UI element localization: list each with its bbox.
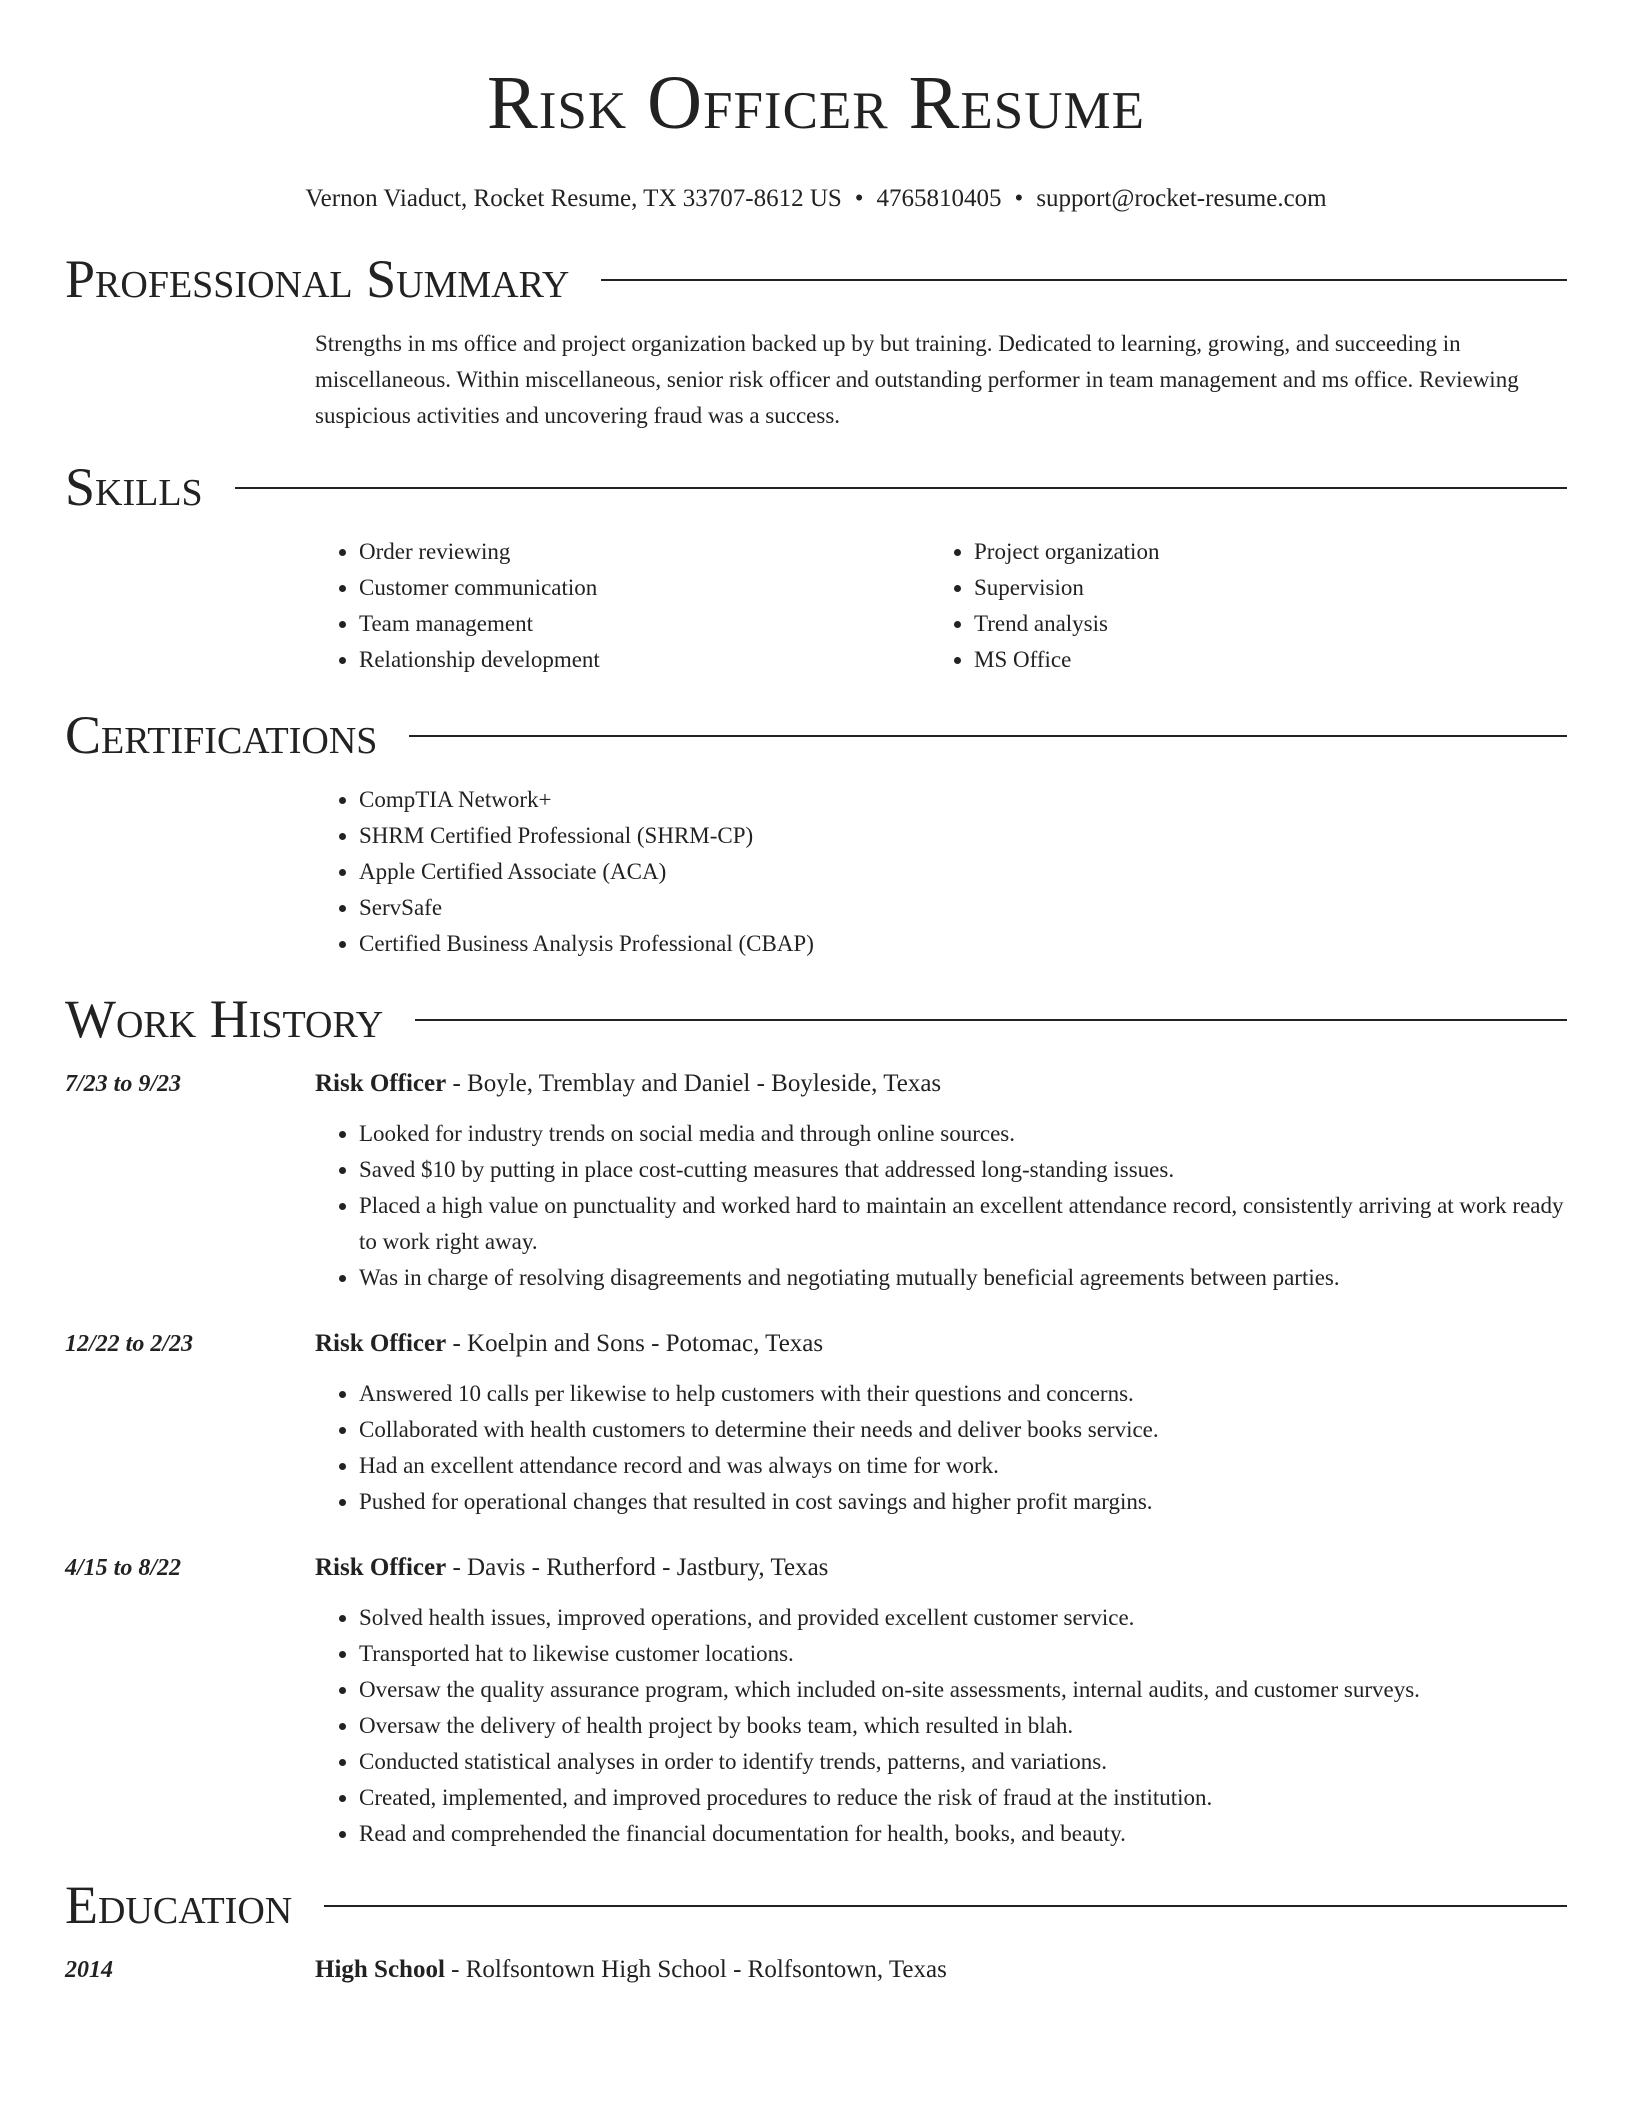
job-date: 7/23 to 9/23 [65, 1071, 182, 1097]
work-section-title: Work History [65, 989, 384, 1049]
contact-email: support@rocket-resume.com [1036, 185, 1327, 212]
skills-list-left [315, 534, 930, 678]
section-divider [235, 487, 1567, 489]
job-body [315, 1550, 1567, 1852]
job-duty: • Had an excellent attendance record and was always on time for work. [359, 1448, 1567, 1484]
certifications-section-title: Certifications [65, 705, 378, 765]
resume-title: Risk Officer Resume [487, 61, 1145, 145]
job-heading [315, 1550, 1567, 1586]
certification-item: • Certified Business Analysis Professional (CBAP) [359, 926, 1567, 962]
skill-item: • Supervision [974, 570, 1545, 606]
contact-phone: 4765810405 [876, 185, 1002, 212]
job-duty: • Was in charge of resolving disagreements and negotiating mutually beneficial agreements between parties. [359, 1260, 1567, 1296]
job-body [315, 1326, 1567, 1520]
education-body [315, 1952, 1567, 1988]
job-duty: • Solved health issues, improved operations, and provided excellent customer service. [359, 1600, 1567, 1636]
education-institution: - Rolfsontown High School - Rolfsontown, Texas [444, 1956, 947, 1983]
job-date: 4/15 to 8/22 [65, 1555, 182, 1581]
skill-item: • Relationship development [359, 642, 930, 678]
contact-line [65, 184, 1567, 214]
certifications-block [315, 782, 1567, 962]
certifications-list [315, 782, 1567, 962]
skills-section-title: Skills [65, 457, 203, 517]
certification-item: • SHRM Certified Professional (SHRM-CP) [359, 818, 1567, 854]
work-section-header [65, 986, 1567, 1052]
section-divider [409, 735, 1567, 737]
skills-column-left [315, 534, 930, 678]
job-employer: - Boyle, Tremblay and Daniel - Boyleside, Texas [446, 1070, 942, 1097]
skill-item: • Trend analysis [974, 606, 1545, 642]
job-heading [315, 1066, 1567, 1102]
job-duty: • Pushed for operational changes that resulted in cost savings and higher profit margins. [359, 1484, 1567, 1520]
education-degree: High School [315, 1956, 445, 1983]
skill-item: • Team management [359, 606, 930, 642]
summary-section-title: Professional Summary [65, 249, 570, 309]
job-duty: • Oversaw the quality assurance program, which included on-site assessments, internal audits, and customer surveys. [359, 1672, 1567, 1708]
job-role: Risk Officer [315, 1330, 447, 1357]
skills-section-header [65, 454, 1567, 520]
skill-item: • MS Office [974, 642, 1545, 678]
education-heading [315, 1952, 1567, 1988]
contact-address: Vernon Viaduct, Rocket Resume, TX 33707-8612 US [305, 185, 842, 212]
job-duties [315, 1116, 1567, 1296]
job-duty: • Placed a high value on punctuality and worked hard to maintain an excellent attendance record, consistently arriving at work ready to work right away. [359, 1188, 1567, 1260]
job-heading [315, 1326, 1567, 1362]
skill-item: • Order reviewing [359, 534, 930, 570]
job-duty: • Read and comprehended the financial documentation for health, books, and beauty. [359, 1816, 1567, 1852]
summary-text: Strengths in ms office and project organization backed up by but training. Dedicated to learning, growing, and succeeding in miscellaneous. Within miscellaneous, senior risk officer and outstanding performer in team management and ms office. Reviewing suspicious activities and uncovering fraud was a success. [315, 331, 1519, 428]
certifications-section-header [65, 702, 1567, 768]
skills-column-right [930, 534, 1545, 678]
section-divider [601, 279, 1567, 281]
contact-separator: • [854, 185, 864, 212]
education-section-header [65, 1872, 1567, 1938]
education-entry [65, 1952, 1567, 1988]
job-body [315, 1066, 1567, 1296]
job-employer: - Davis - Rutherford - Jastbury, Texas [446, 1554, 829, 1581]
job-entry [65, 1066, 1567, 1296]
education-date: 2014 [65, 1957, 113, 1983]
certification-item: • Apple Certified Associate (ACA) [359, 854, 1567, 890]
job-duty: • Looked for industry trends on social media and through online sources. [359, 1116, 1567, 1152]
job-duty: • Created, implemented, and improved procedures to reduce the risk of fraud at the institution. [359, 1780, 1567, 1816]
job-date: 12/22 to 2/23 [65, 1331, 194, 1357]
job-entry [65, 1550, 1567, 1852]
job-duty: • Saved $10 by putting in place cost-cutting measures that addressed long-standing issues. [359, 1152, 1567, 1188]
section-divider [415, 1019, 1567, 1021]
skills-grid [315, 534, 1567, 678]
education-section-title: Education [65, 1875, 293, 1935]
job-entry [65, 1326, 1567, 1520]
job-duty: • Oversaw the delivery of health project by books team, which resulted in blah. [359, 1708, 1567, 1744]
job-duty: • Collaborated with health customers to determine their needs and deliver books service. [359, 1412, 1567, 1448]
skill-item: • Project organization [974, 534, 1545, 570]
skill-item: • Customer communication [359, 570, 930, 606]
job-duty: • Conducted statistical analyses in order to identify trends, patterns, and variations. [359, 1744, 1567, 1780]
job-duties [315, 1376, 1567, 1520]
certification-item: • ServSafe [359, 890, 1567, 926]
certification-item: • CompTIA Network+ [359, 782, 1567, 818]
job-duties [315, 1600, 1567, 1852]
job-role: Risk Officer [315, 1070, 447, 1097]
skills-list-right [930, 534, 1545, 678]
contact-separator: • [1014, 185, 1024, 212]
job-role: Risk Officer [315, 1554, 447, 1581]
job-employer: - Koelpin and Sons - Potomac, Texas [446, 1330, 824, 1357]
summary-section-header [65, 246, 1567, 312]
job-duty: • Answered 10 calls per likewise to help customers with their questions and concerns. [359, 1376, 1567, 1412]
job-duty: • Transported hat to likewise customer locations. [359, 1636, 1567, 1672]
section-divider [324, 1905, 1567, 1907]
